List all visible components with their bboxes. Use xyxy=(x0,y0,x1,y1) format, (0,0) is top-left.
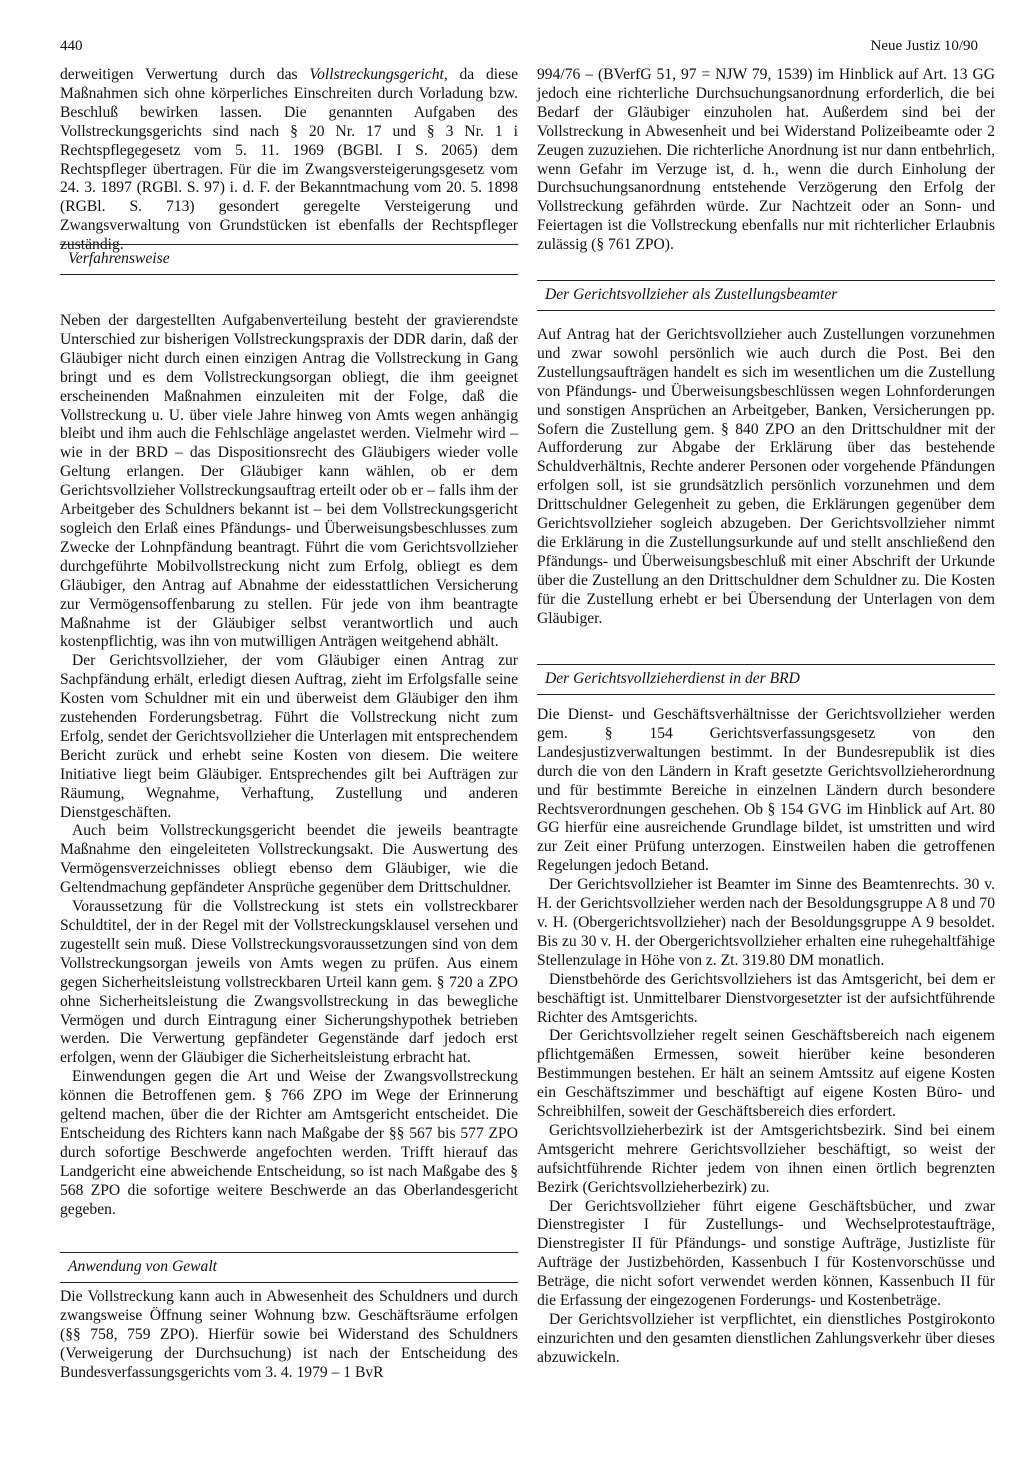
paragraph: Auch beim Vollstreckungsgericht beendet die jeweils beantragte Maßnahme den eingeleiteten Vollstreckungsakt. Die Auswertung des Vermögensverzeichnisses obliegt ebenso dem Gläubiger, wie die Geltendmachung gepfändeter Ansprüche gegenüber dem Drittschuldner. xyxy=(60,822,518,897)
section-heading-zustellungsbeamter xyxy=(537,280,995,303)
paragraph: Neben der dargestellten Aufgabenverteilung besteht der gravierendste Unterschied zur bisherigen Vollstreckungspraxis der DDR darin, daß der Gläubiger nicht durch einen einzigen Antrag die Vollstreckung in Gang bringt und es dem Vollstreckungsorgan obliegt, die ihm geeignet erscheinenden Maßnahmen einzuleiten mit der Folge, daß die Vollstreckung u. U. über viele Jahre hinweg von Amts wegen anhängig bleibt und ihm auch die Fehlschläge angelastet werden. Vielmehr wird – wie in der BRD – das Dispositionsrecht des Gläubigers wieder volle Geltung erlangen. Der Gläubiger kann wählen, ob er dem Gerichtsvollzieher Vollstreckungsauftrag erteilt oder ob er – falls ihm der Arbeitgeber des Schuldners bekannt ist – bei dem Vollstreckungsgericht sogleich den Erlaß eines Pfändungs- und Überweisungsbeschlusses zum Zwecke der Lohnpfändung beantragt. Führt die vom Gerichtsvollzieher durchgeführte Mobilvollstreckung nicht zum Erfolg, obliegt es dem Gläubiger, den Antrag auf Abnahme der eidesstattlichen Versicherung zur Vermögensoffenbarung zu stellen. Für jede von ihm beantragte Maßnahme ist der Gläubiger selbst verantwortlich und auch kostenpflichtig, was ihn von mutwilligen Anträgen weitgehend abhält. xyxy=(60,312,518,651)
rule xyxy=(537,664,995,665)
paragraph: Auf Antrag hat der Gerichtsvollzieher auch Zustellungen vorzunehmen und zwar sowohl persönlich wie auch durch die Post. Bei den Zustellungsaufträgen handelt es sich im wesentlichen um die Zustellung von Pfändungs- und Überweisungsbeschlüssen wegen Lohnforderungen und sonstigen Ansprüchen an Arbeitgeber, Banken, Versicherungen pp. Sofern die Zustellung gem. § 840 ZPO an den Drittschuldner mit der Aufforderung zur Abgabe der Erklärung über das bestehende Schuldverhältnis, Rechte anderer Personen oder vorgehende Pfändungen erfolgen soll, ist sie grundsätzlich persönlich vorzunehmen und dem Drittschuldner Gelegenheit zu geben, die Erklärungen gegenüber dem Gerichtsvollzieher sogleich abzugeben. Der Gerichtsvollzieher nimmt die Erklärung in die Zustellungsurkunde auf und stellt anschließend den Pfändungs- und Überweisungsbeschluß mit einer Abschrift der Urkunde über die Zustellung an den Drittschuldner dem Schuldner zu. Die Kosten für die Zustellung erhebt er bei Übersendung der Unterlagen von dem Gläubiger. xyxy=(537,326,995,627)
paragraph: Voraussetzung für die Vollstreckung ist stets ein vollstreckbarer Schuldtitel, der in der Regel mit der Vollstreckungsklausel versehen und zugestellt sein muß. Diese Vollstreckungsvoraussetzungen sind von dem Vollstreckungsorgan jeweils von Amts wegen zu prüfen. Aus einem gegen Sicherheitsleistung vollstreckbaren Urteil kann gem. § 720 a ZPO ohne Sicherheitsleistung die Zwangsvollstreckung in das bewegliche Vermögen und durch Eintragung einer Sicherungshypothek betrieben werden. Die Verwertung gepfändeter Gegenstände darf jedoch erst erfolgen, wenn der Gläubiger die Sicherheitsleistung erbracht hat. xyxy=(60,898,518,1067)
paragraph-text: derweitigen Verwertung durch das xyxy=(60,66,310,83)
paragraph xyxy=(60,66,518,255)
section-body-zustellungsbeamter xyxy=(537,326,995,629)
section-heading-anwendung-von-gewalt xyxy=(60,1252,518,1275)
paragraph-text: 994/76 – (BVerfG 51, 97 = NJW 79, 1539) im Hinblick auf Art. 13 GG jedoch eine richterliche Durchsuchungsanordnung erforderlich, die bei Bedarf der Gläubiger einzuholen hat. Außerdem sind bei der Vollstreckung in Abwesenheit und bei Widerstand Polizeibeamte oder 2 Zeugen zuzuziehen. Die richterliche Anordnung ist nur dann entbehrlich, wenn Gefahr im Verzuge ist, d. h., wenn die durch Einholung der Durchsuchungsanordnung entstehende Verzögerung den Erfolg der Vollstreckung gefährden würde. Zur Nachtzeit oder an Sonn- und Feiertagen ist die Vollstreckung ebenfalls nur mit richterlicher Erlaubnis zulässig (§ 761 ZPO). xyxy=(537,66,995,254)
rule xyxy=(537,694,995,695)
section-title: Der Gerichtsvollzieherdienst in der BRD xyxy=(545,670,800,687)
section-heading-gerichtsvollzieherdienst xyxy=(537,664,995,687)
paragraph: Gerichtsvollzieherbezirk ist der Amtsgerichtsbezirk. Sind bei einem Amtsgericht mehrere Gerichtsvollzieher beschäftigt, so weist der aufsichtführende Richter jedem von ihnen einen örtlich begrenzten Bezirk (Gerichtsvollzieherbezirk) zu. xyxy=(537,1121,995,1196)
journal-issue: Neue Justiz 10/90 xyxy=(870,38,978,54)
page-number: 440 xyxy=(60,38,83,54)
rule xyxy=(60,274,518,275)
paragraph: Die Vollstreckung kann auch in Abwesenheit des Schuldners und durch zwangsweise Öffnung seiner Wohnung bzw. Geschäftsräume erfolgen (§§ 758, 759 ZPO). Hierfür sowie bei Widerstand des Schuldners (Verweigerung der Durchsuchung) ist nach der Entscheidung des Bundesverfassungsgerichts vom 3. 4. 1979 – 1 BvR xyxy=(60,1288,518,1381)
paragraph: Dienstbehörde des Gerichtsvollziehers ist das Amtsgericht, bei dem er beschäftigt ist. Unmittelbarer Dienstvorgesetzter ist der aufsichtführende Richter des Amtsgerichts. xyxy=(537,970,995,1026)
rule xyxy=(537,280,995,281)
emphasis-text: Vollstreckungsgericht, xyxy=(309,66,448,83)
paragraph: Die Dienst- und Geschäftsverhältnisse der Gerichtsvollzieher werden gem. § 154 Gerichtsverfassungsgesetz von den Landesjustizverwaltungen bestimmt. In der Bundesrepublik ist dies durch die von den Ländern in Kraft gesetzte Gerichtsvollzieherordnung und für bestimmte Bereiche in einzelnen Ländern durch besondere Rechtsverordnungen geschehen. Ob § 154 GVG im Hinblick auf Art. 80 GG hierfür eine ausreichende Grundlage bildet, ist umstritten und wird zur Zeit einer Prüfung unterzogen. Einstweilen haben die getroffenen Regelungen jedoch Betand. xyxy=(537,706,995,875)
section-title: Anwendung von Gewalt xyxy=(68,1258,217,1275)
section-title: Der Gerichtsvollzieher als Zustellungsbeamter xyxy=(545,286,838,303)
paragraph xyxy=(537,66,995,255)
paragraph: Der Gerichtsvollzieher regelt seinen Geschäftsbereich nach eigenem pflichtgemäßen Ermessen, soweit hierüber keine besonderen Bestimmungen bestehen. Er hält an seinem Amtssitz auf eigene Kosten ein Geschäftszimmer und beschäftigt auf eigene Kosten Büro- und Schreibhilfen, soweit der Geschäftsbereich dies erfordert. xyxy=(537,1027,995,1121)
paragraph: Der Gerichtsvollzieher ist verpflichtet, ein dienstliches Postgirokonto einzurichten und den gesamten dienstlichen Zahlungsverkehr über dieses abzuwickeln. xyxy=(537,1311,995,1366)
section-title: Verfahrensweise xyxy=(68,250,170,267)
section-heading-verfahrensweise xyxy=(60,244,518,267)
rule xyxy=(60,1252,518,1253)
rule xyxy=(60,244,518,245)
paragraph: Einwendungen gegen die Art und Weise der Zwangsvollstreckung können die Betroffenen gem. § 766 ZPO im Wege der Erinnerung geltend machen, über die der Richter am Amtsgericht entscheidet. Die Entscheidung des Richters kann nach Maßgabe der §§ 567 bis 577 ZPO durch sofortige Beschwerde angefochten werden. Trifft hierauf das Landgericht eine abweichende Entscheidung, so ist nach Maßgabe des § 568 ZPO die sofortige weitere Beschwerde an das Oberlandesgericht gegeben. xyxy=(60,1068,518,1218)
paragraph: Der Gerichtsvollzieher führt eigene Geschäftsbücher, und zwar Dienstregister I für Zustellungs- und Wechselprotestaufträge, Dienstregister II für Pfändungs- und sonstige Aufträge, Justizliste für Aufträge der Justizbehörden, Kassenbuch I für Kostenvorschüsse und Beträge, die nicht sofort verwendet werden können, Kassenbuch II für die Erfassung der eingezogenen Forderungs- und Kostenbeträge. xyxy=(537,1197,995,1310)
paragraph-text: da diese Maßnahmen sich ohne körperliches Einschreiten durch Vorladung bzw. Beschluß bewirken lassen. Die genannten Aufgaben des Vollstreckungsgerichts sind nach § 20 Nr. 17 und § 3 Nr. 1 i Rechtspflegegesetz vom 5. 11. 1969 (BGBl. I S. 2065) dem Rechtspfleger übertragen. Für die im Zwangsversteigerungsgesetz vom 24. 3. 1897 (RGBl. S. 97) i. d. F. der Bekanntmachung vom 20. 5. 1898 (RGBl. S. 713) gesondert geregelte Versteigerung und Zwangsverwaltung von Grundstücken ist ebenfalls der Rechtspfleger zuständig. xyxy=(60,66,518,254)
rule xyxy=(60,1282,518,1283)
rule xyxy=(537,310,995,311)
paragraph: Der Gerichtsvollzieher, der vom Gläubiger einen Antrag zur Sachpfändung erhält, erledigt diesen Auftrag, zieht im Erfolgsfalle seine Kosten vom Schuldner mit ein und überweist dem Gläubiger den ihm zustehenden Forderungsbetrag. Führt die Vollstreckung nicht zum Erfolg, sendet der Gerichtsvollzieher die Unterlagen mit entsprechendem Bericht zurück und erhebt seine Kosten von diesem. Die weitere Initiative liegt beim Gläubiger. Entsprechendes gilt bei Aufträgen zur Räumung, Wegnahme, Verhaftung, Zustellung und anderen Dienstgeschäften. xyxy=(60,652,518,821)
section-body-gerichtsvollzieherdienst xyxy=(537,706,995,1368)
section-body-anwendung-von-gewalt xyxy=(60,1288,518,1383)
section-body-verfahrensweise xyxy=(60,312,518,1220)
paragraph: Der Gerichtsvollzieher ist Beamter im Sinne des Beamtenrechts. 30 v. H. der Gerichtsvollzieher werden nach der Besoldungsgruppe A 8 und 70 v. H. (Obergerichtsvollzieher) nach der Besoldungsgruppe A 9 besoldet. Bis zu 30 v. H. der Obergerichtsvollzieher erhalten eine ruhegehaltfähige Stellenzulage in Höhe von z. Zt. 319.80 DM monatlich. xyxy=(537,876,995,969)
